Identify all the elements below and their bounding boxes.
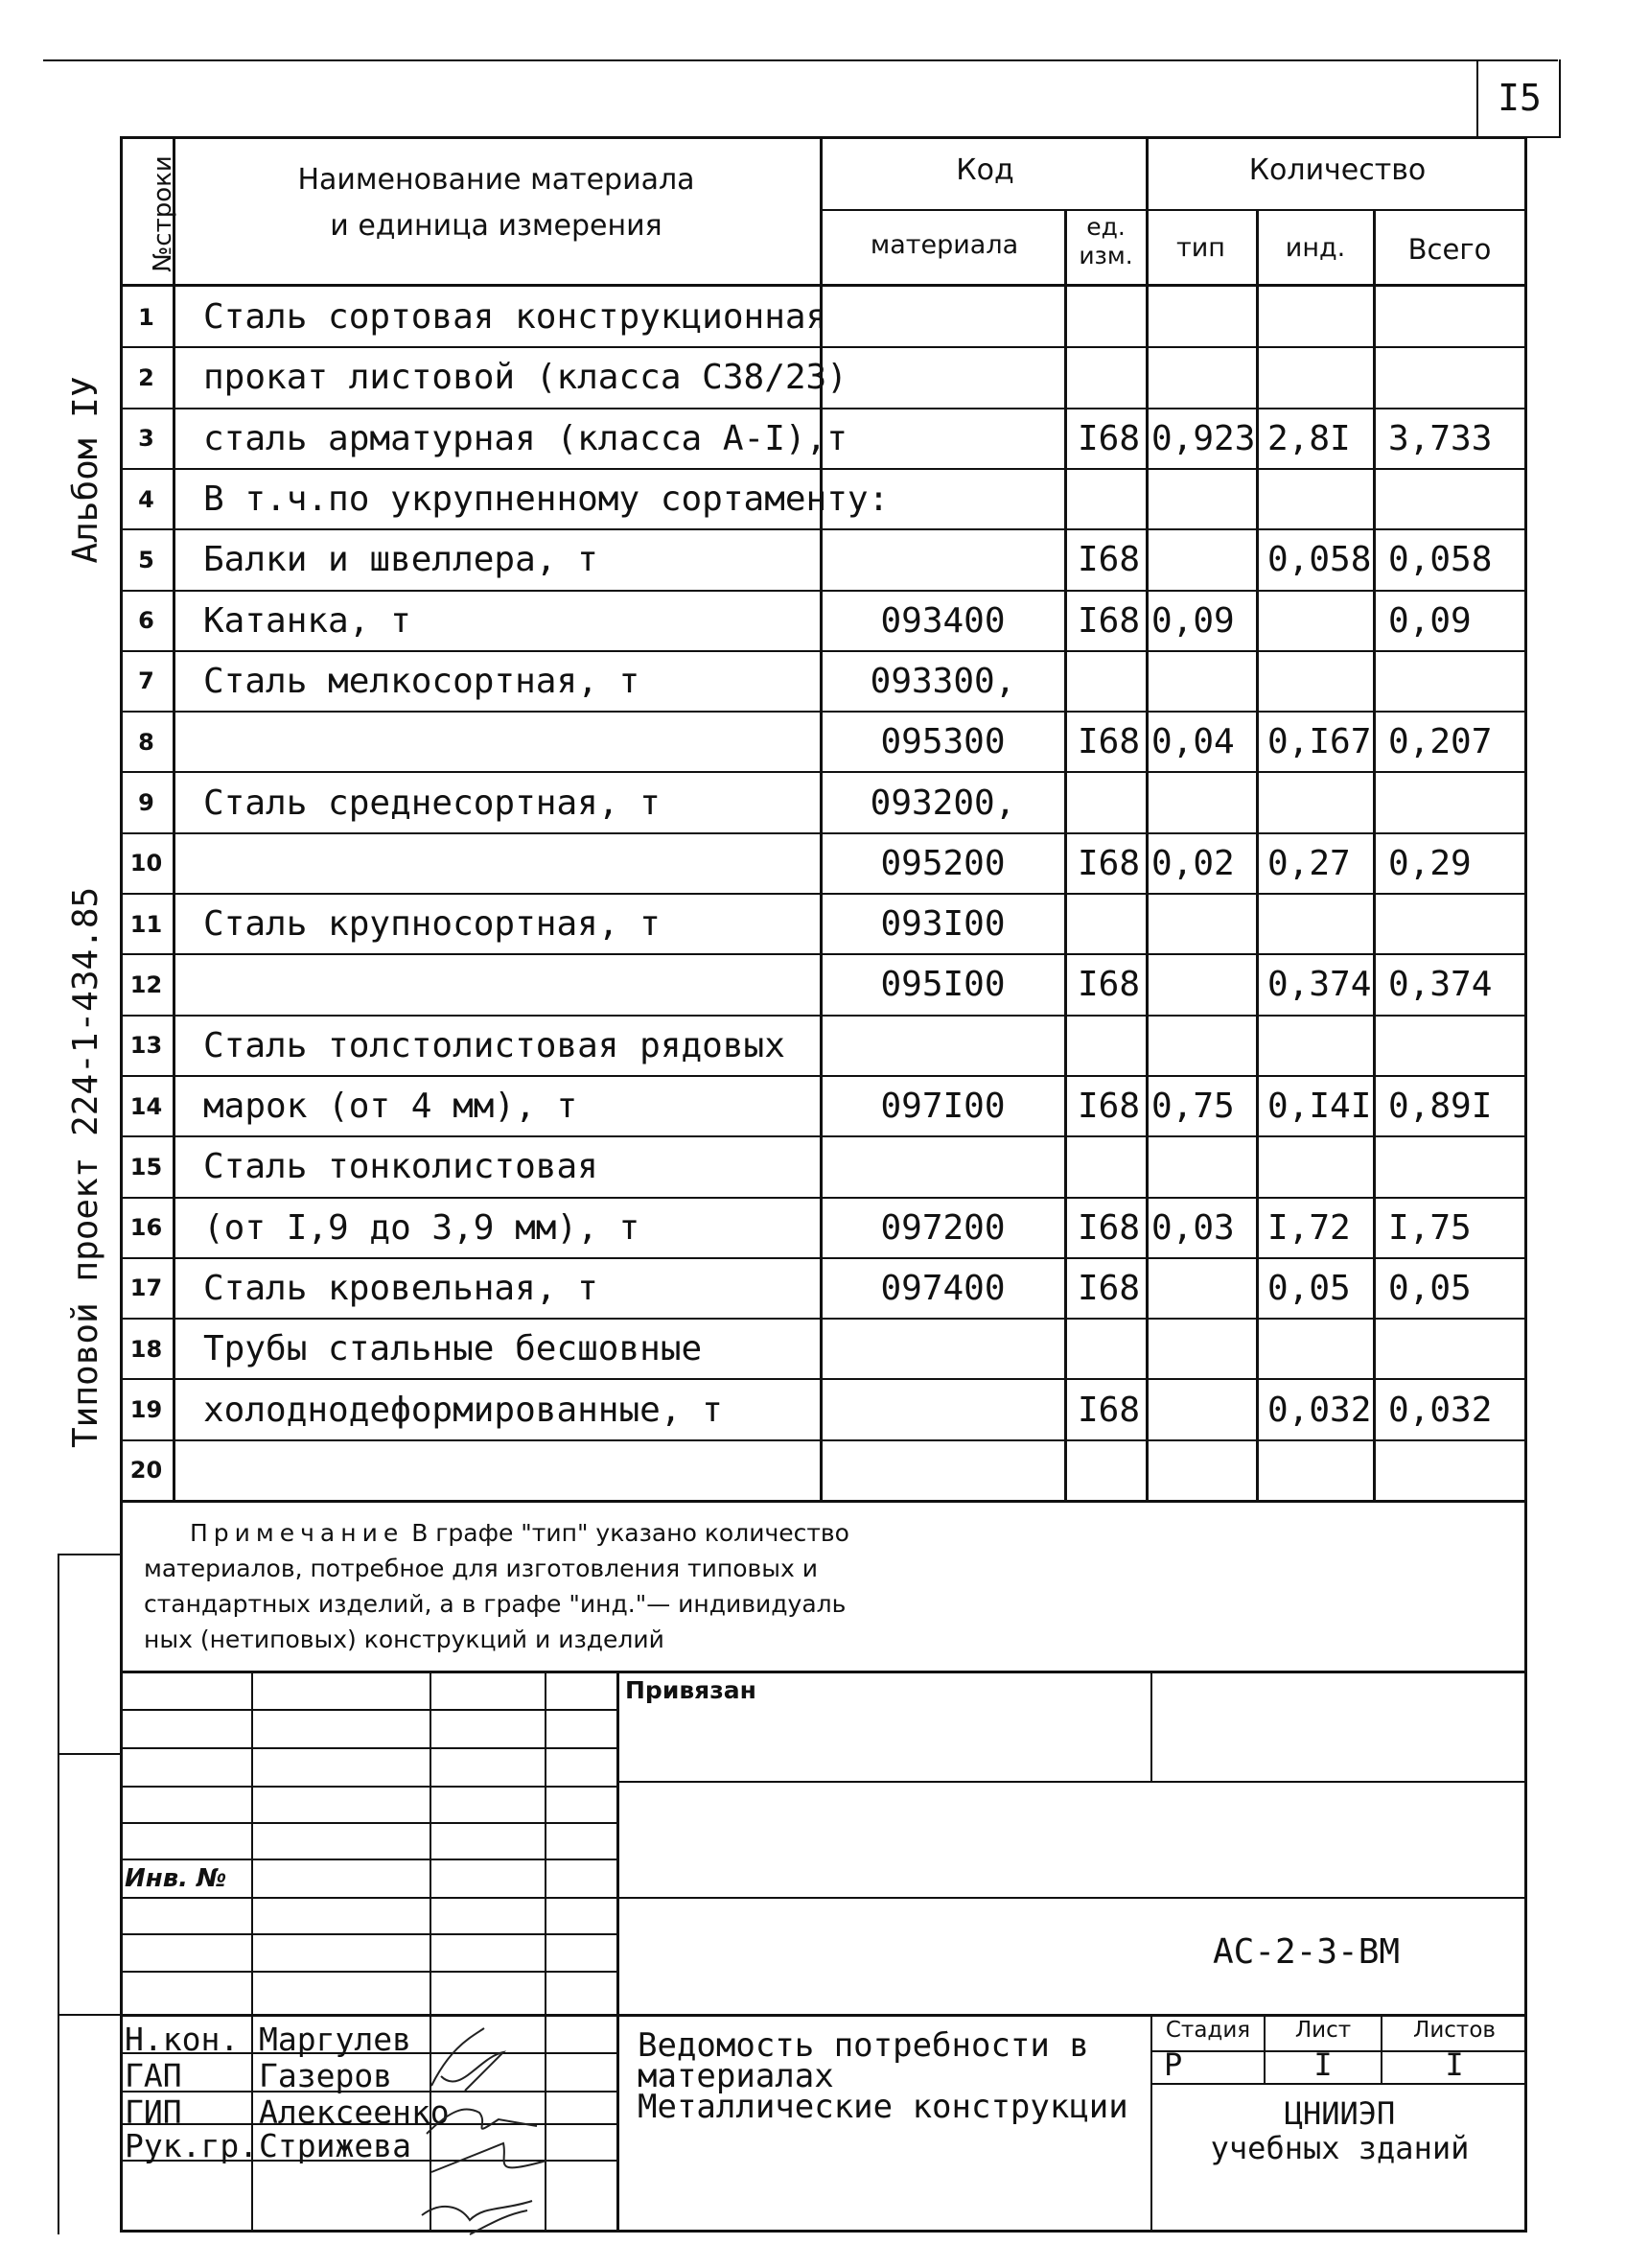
page-number-box-left (1476, 59, 1478, 136)
cell-total (1375, 287, 1538, 347)
doc-title-line3: Металлические конструкции (638, 2088, 1128, 2126)
frame-bottom (120, 2230, 1527, 2233)
cell-typ (1148, 1016, 1260, 1076)
cell-name (174, 833, 848, 894)
cell-code (822, 1379, 1064, 1439)
cell-ind (1258, 1136, 1382, 1197)
cell-name: Балки и швеллера, т (203, 540, 598, 580)
cell-unit: I68 (1078, 418, 1141, 458)
cell-ind (1258, 1319, 1382, 1379)
signature-role: Н.кон. (125, 2021, 240, 2058)
cell-ind: 2,8I (1267, 418, 1351, 458)
cell-name: Сталь тонколистовая (203, 1147, 598, 1187)
cell-ind (1258, 469, 1382, 529)
cell-total (1375, 1319, 1538, 1379)
cell-code (822, 469, 1064, 529)
cell-n: 6 (138, 607, 154, 635)
header-typ: тип (1176, 233, 1225, 263)
cell-total: 0,207 (1388, 722, 1493, 762)
stamp-col-right (1150, 2014, 1152, 2232)
header-unit-line2: изм. (1079, 242, 1133, 269)
cell-name (174, 1440, 848, 1501)
cell-total (1375, 1016, 1538, 1076)
header-code: Код (956, 153, 1014, 187)
cell-code: 093400 (880, 600, 1006, 641)
cell-typ (1148, 287, 1260, 347)
org-line2: учебных зданий (1210, 2130, 1470, 2166)
cell-name: В т.ч.по укрупненному сортаменту: (203, 479, 890, 520)
stamp-stage-line (1150, 2083, 1524, 2085)
cell-total: 0,29 (1388, 843, 1472, 883)
cell-n: 4 (138, 485, 154, 513)
cell-unit (1066, 1136, 1157, 1197)
header-name-line2: и единица измерения (330, 209, 662, 243)
stamp-row (120, 1709, 616, 1711)
stamp-col-main (616, 1671, 619, 2232)
cell-ind: 0,05 (1267, 1268, 1351, 1308)
cell-code (822, 1136, 1064, 1197)
org-block (1155, 2096, 1524, 2165)
cell-typ (1148, 347, 1260, 408)
cell-total (1375, 651, 1538, 712)
cell-unit: I68 (1078, 1207, 1141, 1248)
cell-typ (1148, 1379, 1260, 1439)
header-split (820, 209, 1524, 211)
cell-total: 0,05 (1388, 1268, 1472, 1308)
signature-scribbles (412, 2019, 556, 2239)
cell-total (1375, 1136, 1538, 1197)
cell-total: 3,733 (1388, 418, 1493, 458)
cell-n: 9 (138, 789, 154, 817)
stage-label: Стадия (1165, 2018, 1251, 2043)
cell-code: 093200, (870, 783, 1016, 823)
row-rule (120, 1500, 1527, 1503)
sheets-label: Листов (1413, 2018, 1496, 2043)
header-total: Всего (1407, 233, 1492, 266)
stamp-row-right (616, 1897, 1527, 1899)
cell-typ: 0,923 (1151, 418, 1256, 458)
signature-name: Алексеенко (259, 2093, 450, 2131)
cell-code (822, 1016, 1064, 1076)
cell-name (174, 954, 848, 1015)
cell-typ (1148, 1440, 1260, 1501)
cell-name: холоднодеформированные, т (203, 1390, 723, 1430)
cell-name: сталь арматурная (класса А-I),т (203, 418, 848, 458)
stamp-row (120, 1859, 616, 1860)
cell-code (822, 347, 1064, 408)
cell-name: Катанка, т (203, 600, 411, 641)
cell-unit (1066, 1016, 1157, 1076)
cell-typ (1148, 1258, 1260, 1319)
cell-code: 097200 (880, 1207, 1006, 1248)
cell-unit: I68 (1078, 965, 1141, 1005)
stamp-row-main (120, 2014, 1527, 2017)
note-line2: материалов, потребное для изготовления типовых и (144, 1555, 818, 1582)
cell-code: 093I00 (880, 904, 1006, 945)
sheet-value: I (1313, 2046, 1333, 2083)
cell-ind (1258, 347, 1382, 408)
cell-unit (1066, 347, 1157, 408)
cell-n: 14 (129, 1092, 163, 1120)
cell-typ (1148, 469, 1260, 529)
margin-tick (58, 2014, 120, 2016)
stamp-top (120, 1671, 1527, 1673)
cell-code (822, 409, 1064, 469)
cell-total (1375, 469, 1538, 529)
cell-n: 10 (129, 850, 163, 877)
cell-typ (1148, 1136, 1260, 1197)
cell-unit (1066, 772, 1157, 832)
stage-value: Р (1164, 2046, 1183, 2083)
cell-typ: 0,02 (1151, 843, 1235, 883)
cell-ind: 0,I67 (1267, 722, 1372, 762)
cell-name: Сталь мелкосортная, т (203, 661, 640, 701)
stamp-col-privyazan (1150, 1671, 1152, 1781)
cell-ind: I,72 (1267, 1207, 1351, 1248)
cell-n: 16 (129, 1214, 163, 1242)
cell-code: 095200 (880, 843, 1006, 883)
cell-ind (1258, 1440, 1382, 1501)
cell-ind (1258, 772, 1382, 832)
project-label: Типовой проект 224-1-434.85 (66, 886, 105, 1448)
doc-title-line1: Ведомость потребности в (638, 2026, 1089, 2065)
cell-unit (1066, 287, 1157, 347)
cell-n: 1 (138, 303, 154, 331)
cell-code: 095300 (880, 722, 1006, 762)
cell-n: 17 (129, 1274, 163, 1302)
cell-unit: I68 (1078, 1268, 1141, 1308)
cell-typ (1148, 529, 1260, 590)
cell-name: (от I,9 до 3,9 мм), т (203, 1207, 640, 1248)
signature-name: Маргулев (259, 2021, 411, 2058)
doc-title (638, 2026, 1128, 2126)
note-block (144, 1515, 1007, 1657)
table-top (120, 136, 1527, 139)
note-line1: В графе "тип" указано количество (411, 1519, 849, 1547)
cell-unit (1066, 1319, 1157, 1379)
cell-n: 15 (129, 1153, 163, 1181)
cell-unit (1066, 1440, 1157, 1501)
cell-unit (1066, 651, 1157, 712)
note-line3: стандартных изделий, а в графе "инд."— индивидуаль (144, 1590, 847, 1618)
cell-code: 095I00 (880, 965, 1006, 1005)
cell-total (1375, 772, 1538, 832)
cell-typ (1148, 1319, 1260, 1379)
cell-unit: I68 (1078, 540, 1141, 580)
cell-name: Сталь крупносортная, т (203, 904, 661, 945)
cell-ind: 0,374 (1267, 965, 1372, 1005)
cell-n: 11 (129, 910, 163, 938)
signature-role: Рук.гр. (125, 2127, 259, 2164)
cell-total (1375, 1440, 1538, 1501)
cell-n: 20 (129, 1457, 163, 1485)
cell-total: 0,89I (1388, 1087, 1493, 1127)
cell-typ: 0,09 (1151, 600, 1235, 641)
cell-n: 5 (138, 546, 154, 573)
header-material: материала (870, 230, 1019, 260)
note-title: Примечание (190, 1519, 405, 1547)
cell-typ (1148, 772, 1260, 832)
cell-code: 093300, (870, 661, 1016, 701)
cell-total: 0,374 (1388, 965, 1493, 1005)
header-unit-line1: ед. (1086, 213, 1126, 241)
doc-title-line2: материалах (638, 2057, 834, 2095)
stamp-stage-col (1264, 2014, 1266, 2083)
cell-ind (1258, 1016, 1382, 1076)
cell-n: 2 (138, 363, 154, 391)
cell-typ: 0,04 (1151, 722, 1235, 762)
cell-name: марок (от 4 мм), т (203, 1087, 578, 1127)
margin-tick (58, 1554, 120, 1555)
album-label: Альбом IУ (66, 376, 105, 564)
stamp-row (120, 1747, 616, 1749)
cell-n: 19 (129, 1396, 163, 1424)
cell-unit: I68 (1078, 722, 1141, 762)
cell-code: 097I00 (880, 1087, 1006, 1127)
cell-name: прокат листовой (класса С38/23) (203, 358, 848, 398)
cell-code (822, 287, 1064, 347)
cell-total (1375, 347, 1538, 408)
stamp-row-right (616, 1781, 1527, 1783)
cell-typ (1148, 651, 1260, 712)
top-rule (43, 59, 1558, 61)
header-rownum: №строки (149, 155, 177, 272)
cell-n: 7 (138, 667, 154, 695)
cell-typ: 0,75 (1151, 1087, 1235, 1127)
signature-name: Газеров (259, 2057, 393, 2094)
cell-name: Сталь среднесортная, т (203, 783, 661, 823)
cell-code (822, 1440, 1064, 1501)
note-line4: ных (нетиповых) конструкций и изделий (144, 1625, 664, 1653)
stamp-stage-col (1381, 2014, 1382, 2083)
cell-unit (1066, 894, 1157, 954)
cell-name: Трубы стальные бесшовные (203, 1329, 703, 1369)
signature-role: ГИП (125, 2093, 182, 2131)
inv-no-label: Инв. № (125, 1864, 227, 1893)
stamp-row (120, 1822, 616, 1824)
cell-typ (1148, 894, 1260, 954)
cell-unit: I68 (1078, 843, 1141, 883)
cell-n: 13 (129, 1032, 163, 1060)
cell-ind: 0,058 (1267, 540, 1372, 580)
cell-code (822, 529, 1064, 590)
org-line1: ЦНИИЭП (1284, 2095, 1396, 2132)
cell-total: I,75 (1388, 1207, 1472, 1248)
page-number-box-right (1559, 59, 1561, 136)
cell-ind (1258, 651, 1382, 712)
cell-total: 0,032 (1388, 1390, 1493, 1430)
cell-name: Сталь толстолистовая рядовых (203, 1025, 785, 1065)
stamp-row (120, 1933, 616, 1935)
cell-n: 12 (129, 970, 163, 998)
cell-ind: 0,27 (1267, 843, 1351, 883)
cell-n: 8 (138, 728, 154, 756)
stamp-row (120, 1971, 616, 1973)
sheets-value: I (1445, 2046, 1464, 2083)
header-quantity: Количество (1248, 153, 1427, 187)
cell-code: 097400 (880, 1268, 1006, 1308)
cell-name (174, 712, 848, 772)
cell-unit: I68 (1078, 1390, 1141, 1430)
cell-name: Сталь сортовая конструкционная (203, 297, 827, 338)
cell-total: 0,09 (1388, 600, 1472, 641)
cell-typ (1148, 954, 1260, 1015)
sheet-label: Лист (1294, 2018, 1352, 2043)
header-name-line1: Наименование материала (297, 163, 695, 197)
stamp-row (120, 1897, 616, 1899)
doc-code: АС-2-3-ВМ (1213, 1932, 1401, 1972)
signature-name: Стрижева (259, 2127, 411, 2164)
cell-code (822, 1319, 1064, 1379)
cell-name: Сталь кровельная, т (203, 1268, 598, 1308)
cell-total: 0,058 (1388, 540, 1493, 580)
margin-line (58, 1554, 59, 2234)
page-number: I5 (1498, 77, 1542, 119)
cell-ind (1258, 287, 1382, 347)
margin-tick (58, 1753, 120, 1755)
cell-typ: 0,03 (1151, 1207, 1235, 1248)
signature-role: ГАП (125, 2057, 182, 2094)
cell-n: 3 (138, 425, 154, 453)
header-ind: инд. (1285, 233, 1346, 263)
cell-ind: 0,032 (1267, 1390, 1372, 1430)
cell-ind (1258, 894, 1382, 954)
cell-unit (1066, 469, 1157, 529)
cell-ind (1258, 591, 1382, 651)
cell-total (1375, 894, 1538, 954)
cell-ind: 0,I4I (1267, 1087, 1372, 1127)
cell-unit: I68 (1078, 1087, 1141, 1127)
stamp-row (120, 1786, 616, 1788)
cell-unit: I68 (1078, 600, 1141, 641)
cell-n: 18 (129, 1335, 163, 1363)
privyazan-label: Привязан (625, 1676, 756, 1704)
